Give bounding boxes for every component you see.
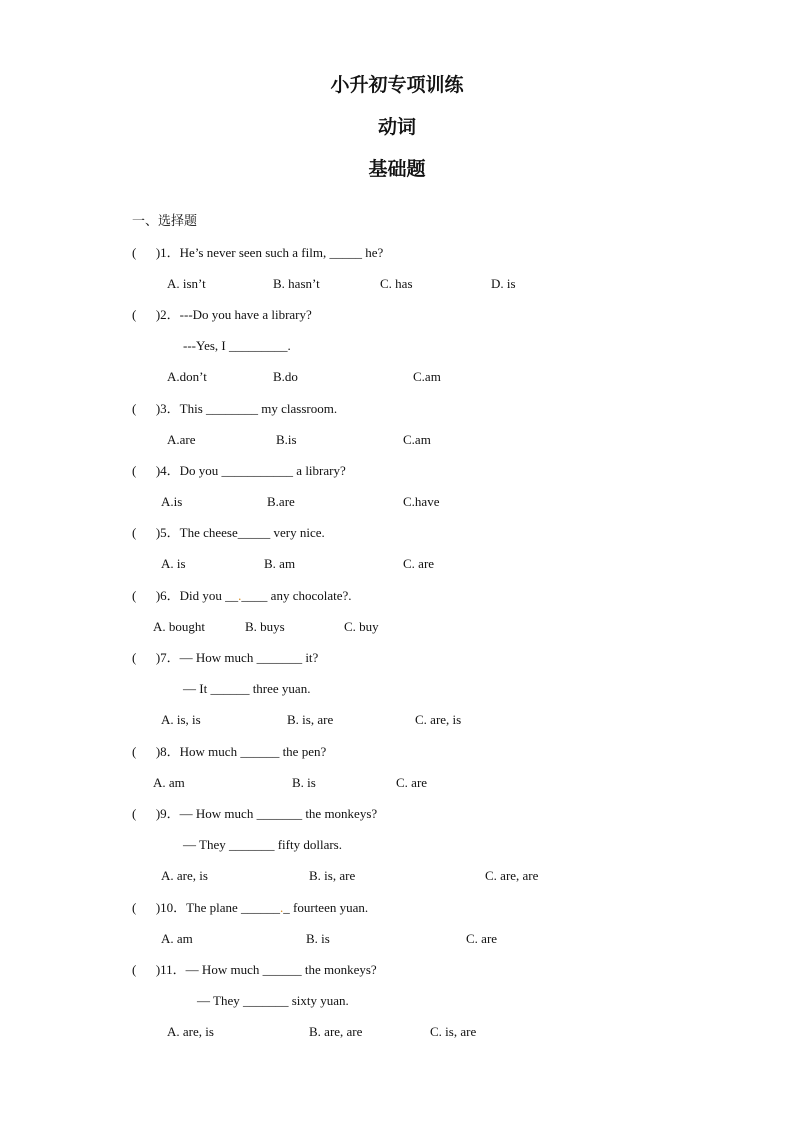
q11-option-c: C. is, are bbox=[430, 1024, 477, 1039]
q10-option-b: B. is bbox=[306, 931, 330, 946]
q1-option-b: B. hasn’t bbox=[273, 276, 320, 291]
page-title: 小升初专项训练 bbox=[330, 74, 464, 96]
q5-option-a: A. is bbox=[161, 556, 186, 571]
q3-option-c: C.am bbox=[403, 432, 431, 447]
q5-option-c: C. are bbox=[403, 556, 435, 571]
q10-stem-end: _ fourteen yuan. bbox=[283, 900, 369, 915]
q3-option-a: A.are bbox=[167, 432, 196, 447]
q11-option-b: B. are, are bbox=[309, 1024, 363, 1039]
q5-option-b: B. am bbox=[264, 556, 296, 571]
q2-option-a: A.don’t bbox=[167, 369, 207, 384]
q4-option-a: A.is bbox=[161, 494, 183, 509]
q2-option-c: C.am bbox=[413, 369, 441, 384]
question-7-stem: ( )7．— How much _______ it? bbox=[132, 650, 319, 665]
question-5-stem: ( )5．The cheese_____ very nice. bbox=[132, 525, 325, 540]
question-9-sub: — They _______ fifty dollars. bbox=[183, 837, 342, 852]
q10-stem-mark: . bbox=[280, 900, 284, 915]
q1-option-d: D. is bbox=[491, 276, 516, 291]
q11-option-a: A. are, is bbox=[167, 1024, 214, 1039]
question-6-stem bbox=[132, 588, 352, 604]
q9-option-a: A. are, is bbox=[161, 868, 208, 883]
question-2-stem: ( )2．---Do you have a library? bbox=[132, 307, 312, 322]
q6-stem-start: ( )6．Did you __ bbox=[132, 588, 239, 603]
q8-option-b: B. is bbox=[292, 775, 316, 790]
question-2-sub: ---Yes, I _________. bbox=[183, 338, 291, 353]
q10-stem-start: ( )10．The plane ______ bbox=[132, 900, 281, 915]
difficulty-level: 基础题 bbox=[368, 158, 426, 180]
q6-stem-mark: . bbox=[238, 588, 242, 603]
q7-option-b: B. is, are bbox=[287, 712, 334, 727]
q4-option-c: C.have bbox=[403, 494, 440, 509]
question-8-stem: ( )8．How much ______ the pen? bbox=[132, 744, 327, 759]
q6-stem-end: ____ any chocolate?. bbox=[241, 588, 352, 603]
q4-option-b: B.are bbox=[267, 494, 295, 509]
q7-option-a: A. is, is bbox=[161, 712, 201, 727]
q8-option-a: A. am bbox=[153, 775, 185, 790]
q3-option-b: B.is bbox=[276, 432, 297, 447]
question-11-stem: ( )11．— How much ______ the monkeys? bbox=[132, 962, 377, 977]
q9-option-b: B. is, are bbox=[309, 868, 356, 883]
q8-option-c: C. are bbox=[396, 775, 428, 790]
question-1-stem: ( )1．He’s never seen such a film, _____ he? bbox=[132, 245, 384, 260]
q6-option-c: C. buy bbox=[344, 619, 379, 634]
section-heading: 一、选择题 bbox=[132, 214, 198, 229]
q7-option-c: C. are, is bbox=[415, 712, 462, 727]
question-10-stem bbox=[132, 900, 368, 916]
question-9-stem: ( )9．— How much _______ the monkeys? bbox=[132, 806, 378, 821]
q6-option-b: B. buys bbox=[245, 619, 285, 634]
q10-option-c: C. are bbox=[466, 931, 498, 946]
question-11-sub: — They _______ sixty yuan. bbox=[197, 993, 349, 1008]
q10-option-a: A. am bbox=[161, 931, 193, 946]
page-subtitle: 动词 bbox=[377, 116, 416, 138]
q1-option-c: C. has bbox=[380, 276, 413, 291]
question-3-stem: ( )3．This ________ my classroom. bbox=[132, 401, 338, 416]
q2-option-b: B.do bbox=[273, 369, 298, 384]
question-7-sub: — It ______ three yuan. bbox=[183, 681, 311, 696]
q9-option-c: C. are, are bbox=[485, 868, 539, 883]
q1-option-a: A. isn’t bbox=[167, 276, 206, 291]
question-4-stem: ( )4．Do you ___________ a library? bbox=[132, 463, 346, 478]
q6-option-a: A. bought bbox=[153, 619, 205, 634]
